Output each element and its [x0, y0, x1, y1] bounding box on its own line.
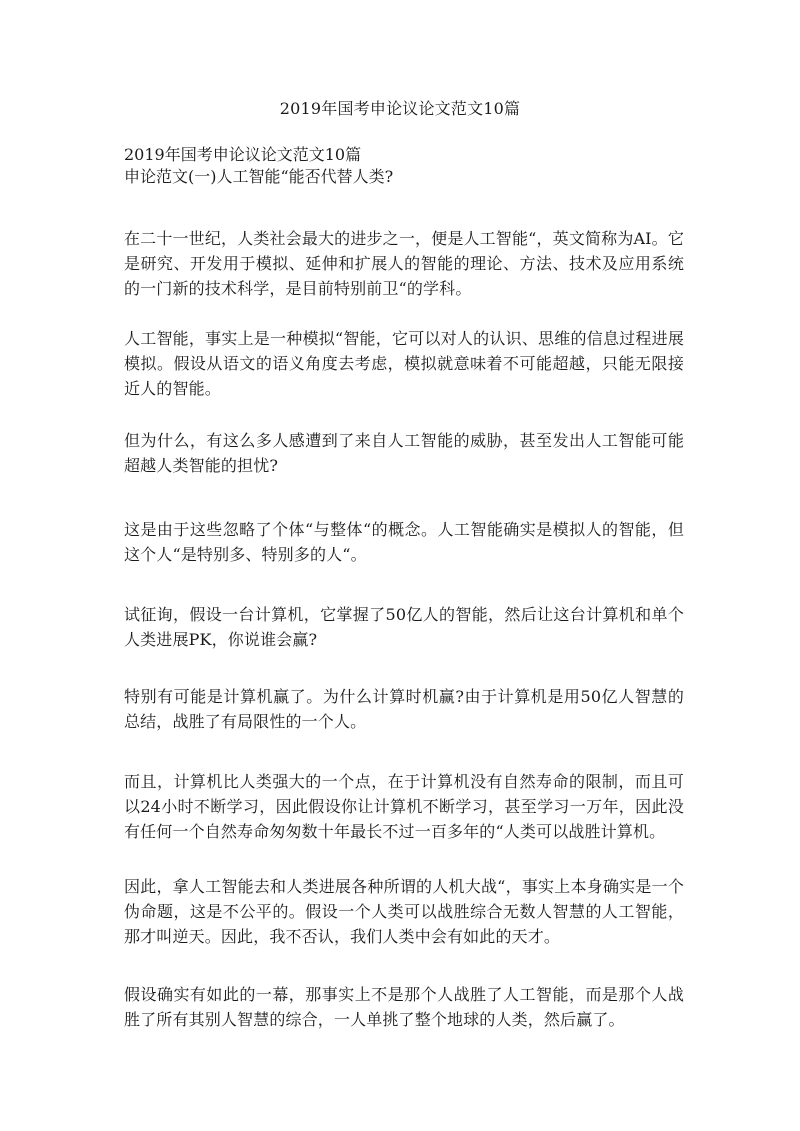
document-title: 2019年国考申论议论文范文10篇	[279, 99, 521, 118]
paragraph-4: 这是由于这些忽略了个体“与整体“的概念。人工智能确实是模拟人的智能，但这个人“是特别多、特别多的人“。	[124, 520, 684, 564]
paragraph-3: 但为什么，有这么多人感遭到了来自人工智能的威胁，甚至发出人工智能可能超越人类智能的担忧?	[124, 431, 684, 475]
paragraph-6: 特别有可能是计算机赢了。为什么计算时机赢?由于计算机是用50亿人智慧的总结，战胜了有局限性的一个人。	[124, 687, 684, 731]
paragraph-5: 试征询，假设一台计算机，它掌握了50亿人的智能，然后让这台计算机和单个人类进展PK，你说谁会赢?	[124, 605, 684, 649]
paragraph-7: 而且，计算机比人类强大的一个点，在于计算机没有自然寿命的限制，而且可以24小时不断学习，因此假设你让计算机不断学习，甚至学习一万年，因此没有任何一个自然寿命匆匆数十年最长不过一百多年的“人类可以战胜计算机。	[124, 772, 684, 841]
paragraph-8: 因此，拿人工智能去和人类进展各种所谓的人机大战“，事实上本身确实是一个伪命题，这是不公平的。假设一个人类可以战胜综合无数人智慧的人工智能，那才叫逆天。因此，我不否认，我们人类中会有如此的天才。	[124, 877, 684, 946]
paragraph-2: 人工智能，事实上是一种模拟“智能，它可以对人的认识、思维的信息过程进展模拟。假设从语文的语义角度去考虑，模拟就意味着不可能超越，只能无限接近人的智能。	[124, 329, 684, 398]
paragraph-1: 在二十一世纪，人类社会最大的进步之一，便是人工智能“，英文简称为AI。它是研究、开发用于模拟、延伸和扩展人的智能的理论、方法、技术及应用系统的一门新的技术科学，是目前特别前卫“的学科。	[124, 229, 684, 298]
paragraph-9: 假设确实有如此的一幕，那事实上不是那个人战胜了人工智能，而是那个人战胜了所有其别人智慧的综合，一人单挑了整个地球的人类，然后赢了。	[124, 985, 684, 1029]
document-subtitle: 2019年国考申论议论文范文10篇	[124, 145, 362, 164]
section-heading: 申论范文(一)人工智能“能否代替人类?	[124, 167, 394, 186]
document-header	[124, 144, 684, 188]
